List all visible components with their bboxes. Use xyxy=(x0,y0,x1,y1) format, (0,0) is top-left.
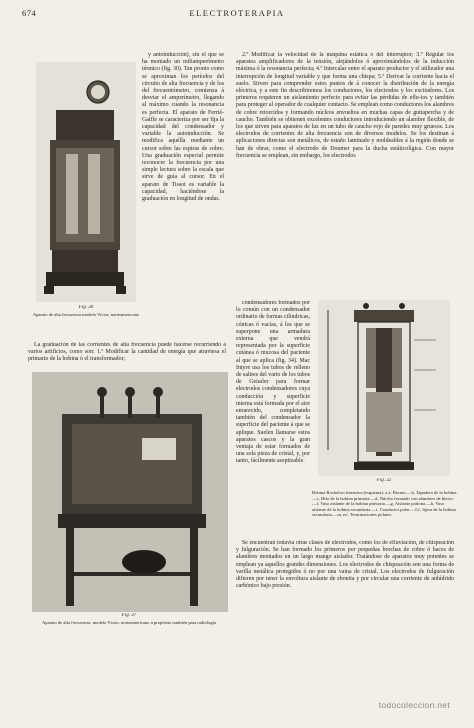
column-2-narrow-text xyxy=(236,300,310,538)
figure-31-number: Fig. 3? xyxy=(121,613,137,618)
paragraph: 2.º Modificar la velocidad de la máquina estática ó del interruptor; 3.º Regular los aparatos amplificadores de la tensión, alejándolos ó aproximándolos de la inducción máxima ó la resonancia perfecta; 4.º Intercalar entre el aparato productor y el utilizador una interrupción de longitud variable y que forma una chispa; 5.º Derivar la corriente hacia el suelo. Sirven para comprender estos puntos de á conocer la distribución de la energía eléctrica, y a este fin describiremos los conductores, los electrodos y los excitadores. Los primeros requieren un aislamiento perfecto para evitar las pérdidas de eflu-ios y también para proteger al operador de cualquier contacto. Se emplean como conductores los alambres de cobre retorcidos y formando núcleos envueltos en muchas capas de guttapercha y de caucho. También se obtienen excelentes conductores introduciendo un alambre flexible, de los que sirven para aparatos de luz en un tubo de caucho rojo de paredes muy gruesos. Los electrodos de corrientes de alta frecuencia son de diversos modelos. Se los destinan á aplicaciones directas son metálicos, de estaño laminado y moldeables á la región donde se han de obrar, como el electrodo de Doumer para la ducha estáticolígica. Con mayor frecuencia se emplean, sin embargo, los electrodos xyxy=(236,52,454,159)
figure-32-image xyxy=(318,300,450,476)
column-1-text xyxy=(142,52,224,339)
watermark: todocoleccion.net xyxy=(378,700,450,710)
figure-32-caption xyxy=(312,490,458,538)
page-header xyxy=(22,8,452,22)
bobina-rochefort-schematic xyxy=(318,300,450,476)
figure-30-caption-text: Aparato de alta frecuencia modelo Victor, norteamericano xyxy=(32,311,140,317)
column-2-bottom-text xyxy=(236,540,454,622)
figure-31-caption xyxy=(24,613,234,643)
paragraph: condensadores formados por lo común con un condensador ordinario de formas cilíndricas, cónicas ó vacías, á los que se superpone una armadura externa que vendrá representada por la superficie cutánea ó mucosa del paciente al que se aplica (fig. 34). Mac Intyre usa los tubos de relleno de salires del vario de los tubos de Geissler para formar electrodos condensadores cuya conducción y superficie interna está formada por el aire enrarecido, completando también del condensador la superficie del paciente á que se aplique. Suelen llamarse estos aparatos cascos y la gran ventaja de estar formados de una sola pieza de cristal, y, por tanto, fácilmente aseptizable. xyxy=(236,300,310,465)
paragraph: Se encuentran todavía otras clases de electrodos, como los de efluviación, de chispeación y fulguración. Se han formado los primeros por pequeñas brochas de cobre ó haces de alambres montados en un largo mango aislador. Tratándose de aparatos muy potentes se emplean ya aquellos grandes dimensiones. Los electrodos de chispeación son una forma de varilla metálica protegidos ó no por una vaina de cristal. Los electrodos de fulguración difieren por tener la envoltura aislante de ebonita y por circular una corriente de anhídrido carbónico bajo presión. xyxy=(236,540,454,590)
paragraph: y antoinducción), sin el que se ha montado un miliamperómetro térmico (fig. 30). Tan pronto como se aproximan los períodos del circuito de alta frecuencia y de los del frecuentómetro, comienza á desviar el amperímetro, llegando al máximo cuando la resonancia es perfecta. El aparato de Ferrié-Gaiffe se caracteriza por ser fija la capacidad del condensador y variable la autoinducción. Se modifica aquélla mediante un cursor sobre las espiras de cobre. Una graduación especial permite reconocer la frecuencia por una simple lectura sobre la escala que sirve de guía al cursor. En el aparato de Tissot es variable la capacidad, haciéndose la graduación en longitud de ondas. xyxy=(142,52,224,203)
running-title: ELECTROTERAPIA xyxy=(189,8,285,18)
figure-31-image xyxy=(32,372,228,612)
figure-32-number: Fig. 32 xyxy=(376,478,392,483)
figure-30-image xyxy=(36,62,136,302)
victor-apparatus-illustration xyxy=(36,62,136,302)
figure-30-number: Fig. 30 xyxy=(78,305,94,310)
victor-radiology-apparatus-photo xyxy=(32,372,228,612)
column-2-text xyxy=(236,52,454,298)
paragraph: La graduación de las corrientes de alta frecuencia puede hacerse recurriendo á varios artificios, como son: 1.º Modificar la cantidad de energía que atraviesa el primario de la bobina ó el transformador; xyxy=(28,342,226,363)
column-1-continuation xyxy=(28,342,226,364)
page-number: 674 xyxy=(22,8,37,18)
figure-30-caption xyxy=(30,305,142,327)
figure-31-caption-text: Aparato de alta frecuencia, modelo Victor, norteamericano á propósito también para radiología xyxy=(41,619,217,625)
figure-32-caption-text: Bobina Rochefort intensiva (esquema): a a, Bornes.—b, Tapadera de la bobina.—c, Hilo de la bobina primaria.—d, Núcleo formado con alambres de hierro.—f, Vaso aislante de la bobina primaria.—g, Aislante parlona.—h, Vaso aislante de la bobina secundaria.—i, Conductor polar.—Li', Spira de la bobina secundaria.—m, m', Terminaciones polares xyxy=(312,490,458,518)
figure-32-number-label xyxy=(364,478,404,486)
